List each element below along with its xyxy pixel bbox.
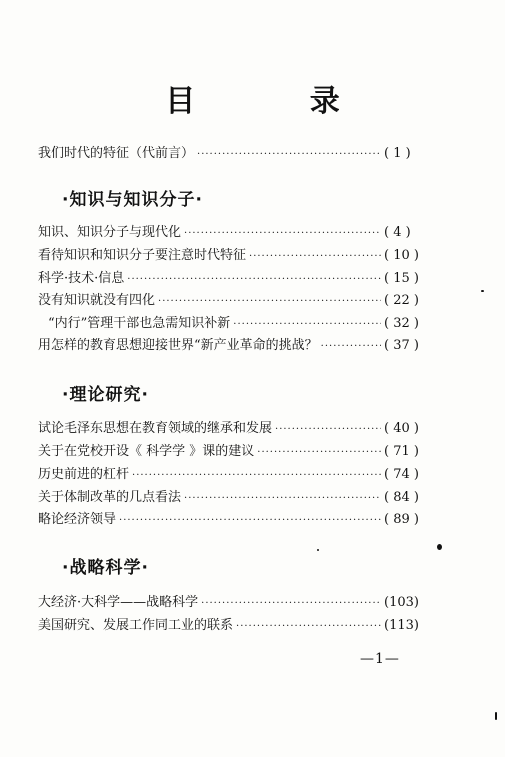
scan-speck bbox=[481, 290, 484, 292]
toc-entry-page: ( 71 ) bbox=[384, 444, 419, 459]
toc-entry-title: 历史前进的杠杆 bbox=[38, 467, 130, 482]
toc-entry-title: 大经济·大科学——战略科学 bbox=[38, 595, 199, 610]
toc-entry-page: (113) bbox=[384, 618, 419, 633]
toc-entry-title: 我们时代的特征（代前言） bbox=[38, 146, 195, 161]
toc-leader-dots bbox=[236, 618, 381, 636]
toc-entry-page: ( 89 ) bbox=[384, 512, 419, 527]
toc-entry bbox=[38, 489, 432, 507]
toc-entry-page: ( 15 ) bbox=[384, 271, 419, 286]
toc-entry bbox=[38, 594, 432, 612]
toc-entry-page: ( 22 ) bbox=[384, 293, 419, 308]
section-heading: ·理论研究· bbox=[62, 385, 149, 405]
toc-entry-page: ( 32 ) bbox=[384, 316, 419, 331]
toc-entry-title: 科学·技术·信息 bbox=[38, 271, 125, 286]
toc-leader-dots bbox=[119, 512, 381, 530]
toc-entry-title: 试论毛泽东思想在教育领域的继承和发展 bbox=[38, 421, 273, 436]
scan-speck bbox=[317, 549, 319, 551]
toc-entry bbox=[38, 224, 432, 242]
toc-entry bbox=[38, 617, 432, 635]
toc-entry-page: ( 4 ) bbox=[384, 225, 411, 240]
toc-entry-page: ( 84 ) bbox=[384, 490, 419, 505]
toc-leader-dots bbox=[233, 316, 381, 334]
page-number: —1— bbox=[360, 651, 400, 667]
toc-entry-title: 关于体制改革的几点看法 bbox=[38, 490, 182, 505]
toc-leader-dots bbox=[197, 146, 381, 164]
toc-leader-dots bbox=[257, 444, 381, 462]
toc-entry bbox=[38, 315, 432, 333]
toc-entry-page: ( 40 ) bbox=[384, 421, 419, 436]
toc-entry bbox=[38, 247, 432, 265]
toc-entry-page: ( 1 ) bbox=[384, 146, 411, 161]
toc-entry-page: ( 74 ) bbox=[384, 467, 419, 482]
toc-entry bbox=[38, 443, 432, 461]
toc-entry bbox=[38, 145, 432, 163]
toc-entry bbox=[38, 420, 432, 438]
scan-speck bbox=[495, 712, 497, 720]
toc-leader-dots bbox=[132, 467, 381, 485]
toc-entry bbox=[38, 292, 432, 310]
toc-leader-dots bbox=[321, 338, 381, 356]
toc-entry-title: 关于在党校开设《 科学学 》课的建议 bbox=[38, 444, 255, 459]
toc-entry-page: (103) bbox=[384, 595, 419, 610]
toc-leader-dots bbox=[127, 271, 381, 289]
toc-entry-title: 用怎样的教育思想迎接世界“新产业革命的挑战？ bbox=[38, 338, 318, 353]
toc-entry-page: ( 37 ) bbox=[384, 338, 419, 353]
toc-leader-dots bbox=[158, 293, 381, 311]
toc-leader-dots bbox=[184, 490, 381, 508]
toc-entry bbox=[38, 466, 432, 484]
toc-entry bbox=[38, 270, 432, 288]
section-heading: ·战略科学· bbox=[62, 558, 149, 578]
toc-leader-dots bbox=[249, 248, 381, 266]
toc-entry-page: ( 10 ) bbox=[384, 248, 419, 263]
toc-entry-title: 看待知识和知识分子要注意时代特征 bbox=[38, 248, 247, 263]
toc-leader-dots bbox=[201, 595, 381, 613]
toc-entry bbox=[38, 511, 432, 529]
scan-speck bbox=[437, 544, 442, 550]
toc-entry-title: “内行”管理干部也急需知识补新 bbox=[48, 316, 231, 331]
toc-entry-title: 略论经济领导 bbox=[38, 512, 117, 527]
toc-entry-title: 美国研究、发展工作同工业的联系 bbox=[38, 618, 234, 633]
toc-leader-dots bbox=[184, 225, 381, 243]
toc-entry bbox=[38, 337, 432, 355]
toc-leader-dots bbox=[275, 421, 381, 439]
toc-entry-title: 知识、知识分子与现代化 bbox=[38, 225, 182, 240]
toc-entry-title: 没有知识就没有四化 bbox=[38, 293, 156, 308]
page-title: 目 录 bbox=[165, 84, 392, 119]
section-heading: ·知识与知识分子· bbox=[62, 190, 203, 210]
